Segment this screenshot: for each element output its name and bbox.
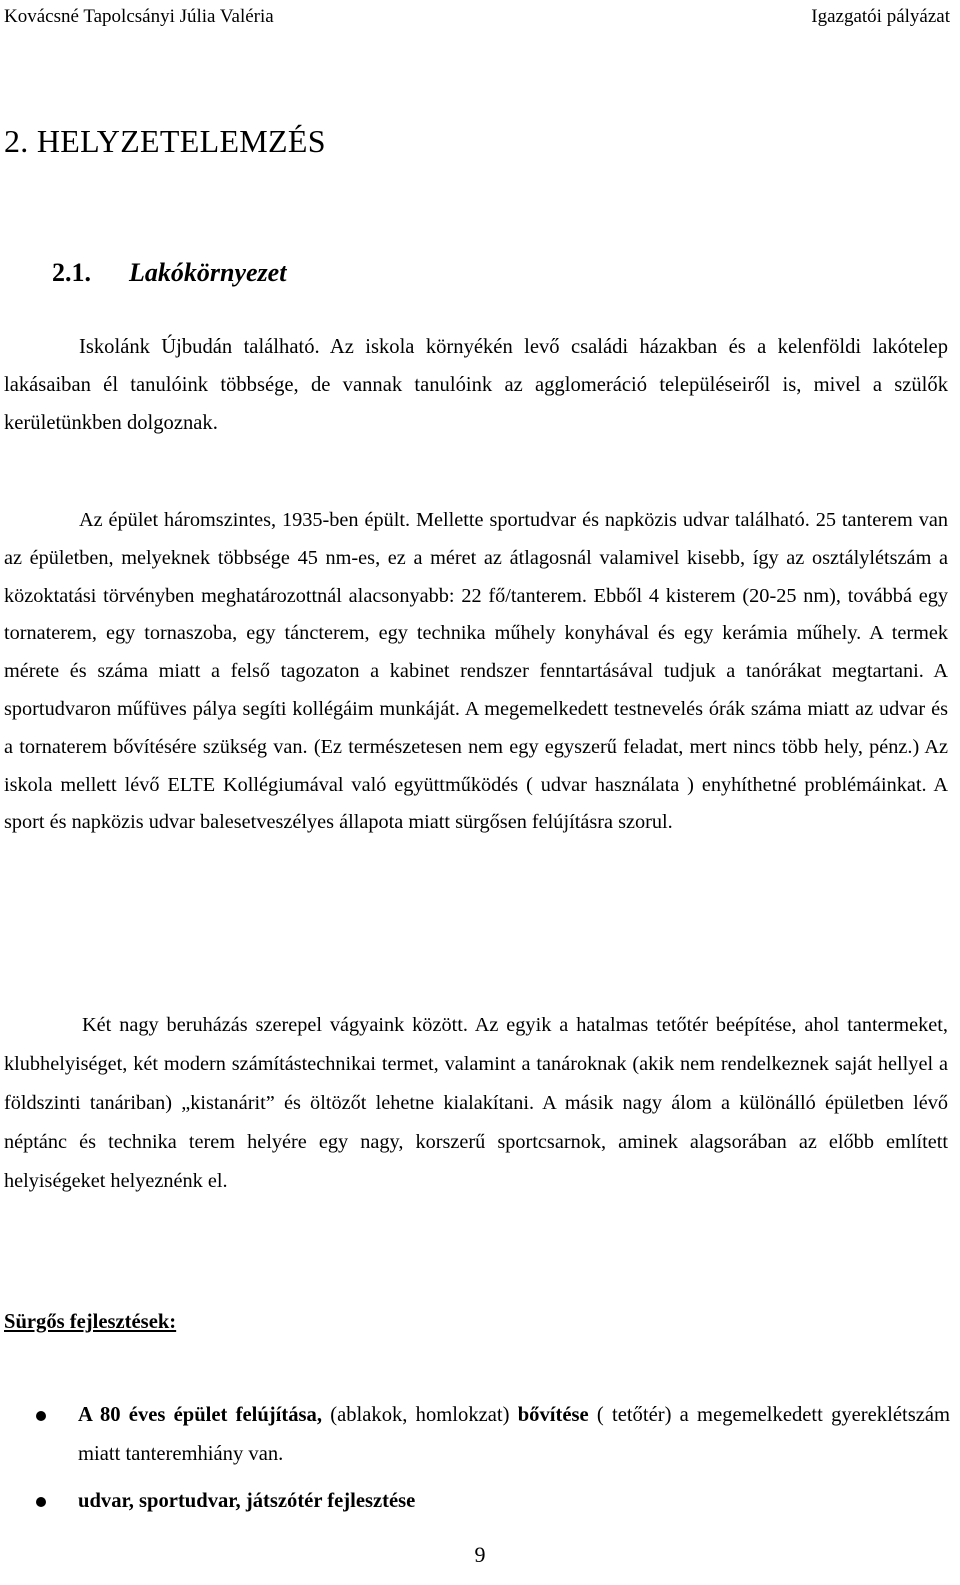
header-author: Kovácsné Tapolcsányi Júlia Valéria (4, 6, 274, 27)
section-title: Lakókörnyezet (129, 258, 287, 287)
section-number: 2.1. (52, 258, 91, 287)
list-item-bold: udvar, sportudvar, játszótér fejlesztése (78, 1490, 416, 1512)
list-item-text: (ablakok, homlokzat) (322, 1404, 518, 1426)
section-heading (52, 258, 286, 288)
paragraph-epulet: Az épület háromszintes, 1935-ben épült. Mellette sportudvar és napközis udvar található. 25 tanterem van az épületben, melyeknek többsége 45 nm-es, ez a méret az átlagosnál valamivel kisebb, így az osztálylétszám a közoktatási törvényben meghatározottnál alacsonyabb: 22 fő/tanterem. Ebből 4 kisterem (20-25 nm), továbbá egy tornaterem, egy tornaszoba, egy táncterem, egy technika műhely konyhával és egy kerámia műhely. A termek mérete és száma miatt a felső tagozaton a kabinet rendszer fenntartásával tudjuk a tanórákat megtartani. A sportudvaron műfüves pálya segíti kollégáim munkáját. A megemelkedett testnevelés órák száma miatt az udvar és a tornaterem bővítésére szükség van. (Ez természetesen nem egy egyszerű feladat, mert nincs több hely, pénz.) Az iskola mellett lévő ELTE Kollégiumával való együttműködés ( udvar használata ) enyhíthetné problémáinkat. A sport és napközis udvar balesetveszélyes állapota miatt sürgősen felújításra szorul. (4, 509, 948, 834)
bullet-icon (36, 1497, 46, 1507)
bullet-icon (36, 1411, 46, 1421)
list-item-bold: bővítése (517, 1404, 589, 1426)
list-item (0, 1482, 950, 1521)
urgent-developments-list (0, 1396, 950, 1529)
paragraph-beruhazas: Két nagy beruházás szerepel vágyaink között. Az egyik a hatalmas tetőtér beépítése, ahol tantermeket, klubhelyiséget, két modern számítástechnikai termet, valamint a tanároknak (akik nem rendelkeznek saját hellyel a földszinti tanáriban) „kistanárit” és öltözőt lehetne kialakítani. A másik nagy álom a különálló épületben lévő néptánc és technika terem helyére egy nagy, korszerű sportcsarnok, aminek alagsorában az előbb említett helyiségeket helyeznénk el. (4, 1014, 948, 1192)
page-header (0, 2, 960, 32)
header-doc-type: Igazgatói pályázat (811, 6, 950, 27)
list-item (0, 1396, 950, 1474)
list-item-bold: A 80 éves épület felújítása, (78, 1404, 323, 1426)
paragraph-lakokornyezet: Iskolánk Újbudán található. Az iskola környékén levő családi házakban és a kelenföldi lakótelep lakásaiban él tanulóink többsége, de vannak tanulóink az agglomeráció településeiről is, mivel a szülők kerületünkben dolgoznak. (4, 336, 948, 434)
chapter-title: 2. HELYZETELEMZÉS (4, 123, 326, 159)
page-number: 9 (474, 1542, 486, 1567)
list-item-text: ( tetőtér) a megemelkedett gyereklétszám miatt tanteremhiány van. (78, 1404, 951, 1465)
urgent-developments-heading: Sürgős fejlesztések: (4, 1311, 177, 1333)
